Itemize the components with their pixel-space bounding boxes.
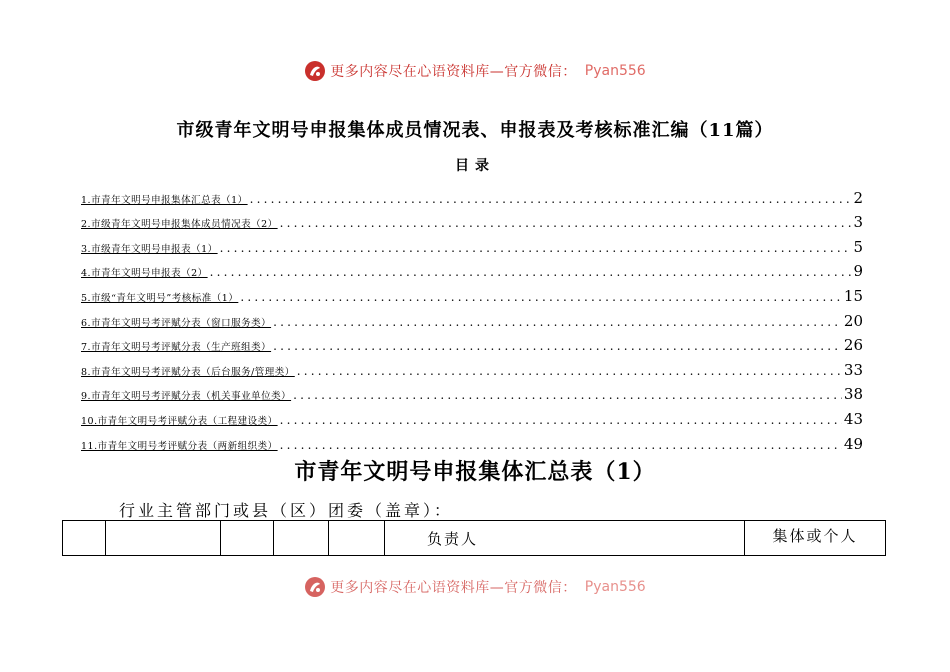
table-of-contents — [81, 181, 863, 452]
toc-link[interactable]: 10.市青年文明号考评赋分表（工程建设类） — [81, 415, 278, 427]
toc-page-number: 43 — [843, 409, 863, 427]
watermark-bottom — [0, 576, 950, 598]
toc-link[interactable]: 8.市青年文明号考评赋分表（后台服务/管理类） — [81, 366, 295, 378]
watermark-wechat-id: Pyan556 — [584, 63, 646, 79]
department-label: 行业主管部门或县（区）团委（盖章）： — [119, 501, 454, 520]
toc-item — [81, 378, 863, 403]
toc-leader — [280, 438, 842, 452]
toc-item — [81, 304, 863, 329]
watermark-top — [0, 60, 950, 82]
table-cell — [274, 521, 329, 556]
watermark-text: 更多内容尽在心语资料库—官方微信： — [330, 64, 577, 80]
toc-item — [81, 181, 863, 206]
toc-page-number: 15 — [843, 286, 863, 304]
toc-item — [81, 230, 863, 255]
toc-item — [81, 427, 863, 452]
logo-icon — [304, 60, 326, 82]
toc-page-number: 38 — [843, 385, 863, 403]
toc-link[interactable]: 2.市级青年文明号申报集体成员情况表（2） — [81, 219, 278, 231]
toc-page-number: 9 — [853, 262, 863, 280]
watermark-text: 更多内容尽在心语资料库—官方微信： — [330, 580, 577, 596]
document-title: 市级青年文明号申报集体成员情况表、申报表及考核标准汇编（11篇） — [176, 120, 774, 141]
toc-link[interactable]: 9.市青年文明号考评赋分表（机关事业单位类） — [81, 391, 292, 403]
toc-page-number: 49 — [843, 434, 863, 452]
toc-item — [81, 279, 863, 304]
toc-link[interactable]: 1.市青年文明号申报集体汇总表（1） — [81, 194, 248, 206]
toc-page-number: 26 — [843, 336, 863, 354]
toc-link[interactable]: 4.市青年文明号申报表（2） — [81, 268, 208, 280]
toc-item — [81, 402, 863, 427]
toc-leader — [293, 388, 842, 402]
table-cell — [221, 521, 274, 556]
summary-table — [62, 520, 886, 556]
toc-page-number: 5 — [853, 237, 863, 255]
toc-item — [81, 255, 863, 280]
toc-leader — [280, 216, 852, 230]
toc-leader — [220, 241, 852, 255]
table-cell — [106, 521, 221, 556]
toc-link[interactable]: 7.市青年文明号考评赋分表（生产班组类） — [81, 342, 272, 354]
section-title: 市青年文明号申报集体汇总表（1） — [294, 459, 656, 485]
toc-leader — [240, 290, 842, 304]
toc-page-number: 3 — [853, 213, 863, 231]
toc-leader — [273, 339, 842, 353]
header-cell-responsible: 负责人 — [385, 521, 745, 556]
toc-item — [81, 206, 863, 231]
header-cell-collective: 集体或个人 — [745, 521, 886, 556]
toc-leader — [280, 413, 842, 427]
toc-page-number: 20 — [843, 311, 863, 329]
table-cell — [329, 521, 385, 556]
table-row — [63, 521, 886, 556]
toc-heading: 目录 — [455, 158, 495, 174]
toc-page-number: 2 — [853, 188, 863, 206]
toc-leader — [250, 192, 852, 206]
toc-leader — [273, 315, 842, 329]
toc-item — [81, 329, 863, 354]
toc-link[interactable]: 6.市青年文明号考评赋分表（窗口服务类） — [81, 317, 272, 329]
toc-link[interactable]: 11.市青年文明号考评赋分表（两新组织类） — [81, 440, 278, 452]
logo-icon — [304, 576, 326, 598]
toc-link[interactable]: 3.市级青年文明号申报表（1） — [81, 243, 218, 255]
toc-link[interactable]: 5.市级“青年文明号”考核标准（1） — [81, 292, 239, 304]
toc-leader — [297, 364, 842, 378]
toc-page-number: 33 — [843, 360, 863, 378]
table-cell — [63, 521, 106, 556]
watermark-wechat-id: Pyan556 — [584, 579, 646, 595]
toc-item — [81, 353, 863, 378]
toc-leader — [210, 265, 852, 279]
